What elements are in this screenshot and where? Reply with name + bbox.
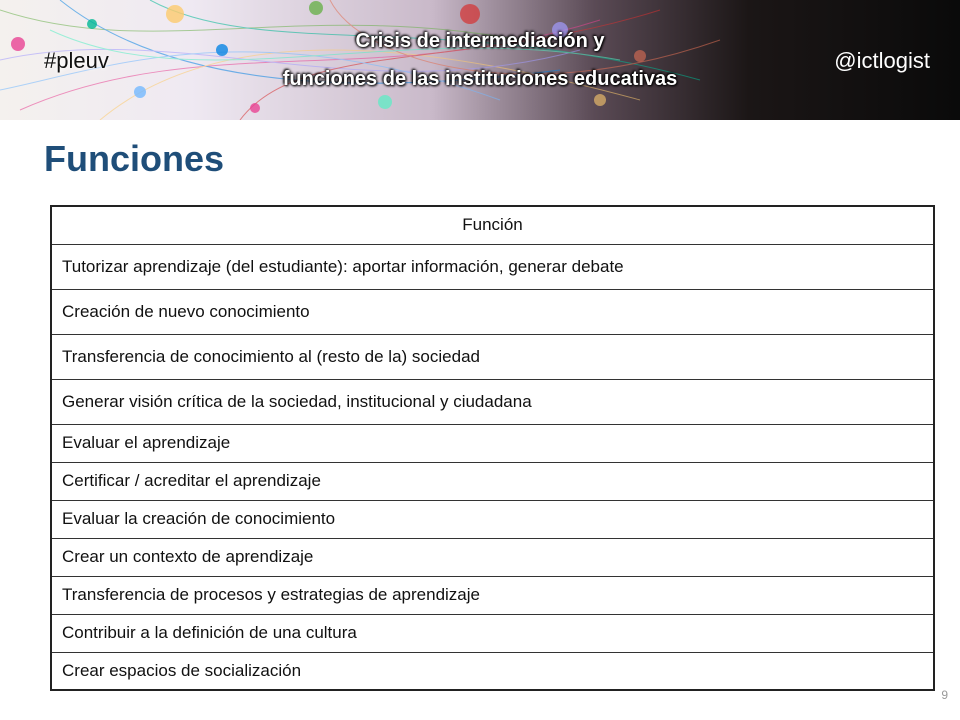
table-row bbox=[51, 538, 934, 576]
hashtag-label: #pleuv bbox=[44, 48, 109, 73]
table-cell: Transferencia de conocimiento al (resto de la) sociedad bbox=[51, 334, 934, 379]
functions-table bbox=[50, 205, 935, 691]
table-row bbox=[51, 462, 934, 500]
network-graph-image bbox=[0, 0, 960, 120]
table-cell: Crear un contexto de aprendizaje bbox=[51, 538, 934, 576]
page-number: 9 bbox=[941, 688, 948, 702]
table-row bbox=[51, 244, 934, 289]
table-header-cell: Función bbox=[51, 206, 934, 244]
table-cell: Creación de nuevo conocimiento bbox=[51, 289, 934, 334]
table-cell: Transferencia de procesos y estrategias de aprendizaje bbox=[51, 576, 934, 614]
table-cell: Crear espacios de socialización bbox=[51, 652, 934, 690]
header-banner bbox=[0, 0, 960, 120]
banner-title-line2: funciones de las instituciones educativas bbox=[282, 68, 678, 90]
table-cell: Tutorizar aprendizaje (del estudiante): aportar información, generar debate bbox=[51, 244, 934, 289]
twitter-handle-label: @ictlogist bbox=[834, 48, 930, 73]
table-row bbox=[51, 334, 934, 379]
table-cell: Contribuir a la definición de una cultura bbox=[51, 614, 934, 652]
table-row bbox=[51, 614, 934, 652]
table-row bbox=[51, 424, 934, 462]
banner-title-line1: Crisis de intermediación y bbox=[355, 30, 605, 52]
table-cell: Evaluar la creación de conocimiento bbox=[51, 500, 934, 538]
table-row bbox=[51, 500, 934, 538]
table-cell: Evaluar el aprendizaje bbox=[51, 424, 934, 462]
table-row bbox=[51, 576, 934, 614]
table-cell: Certificar / acreditar el aprendizaje bbox=[51, 462, 934, 500]
table-cell: Generar visión crítica de la sociedad, institucional y ciudadana bbox=[51, 379, 934, 424]
table-row bbox=[51, 652, 934, 690]
table-row bbox=[51, 289, 934, 334]
page-title: Funciones bbox=[44, 138, 225, 179]
table-header-row bbox=[51, 206, 934, 244]
table-row bbox=[51, 379, 934, 424]
